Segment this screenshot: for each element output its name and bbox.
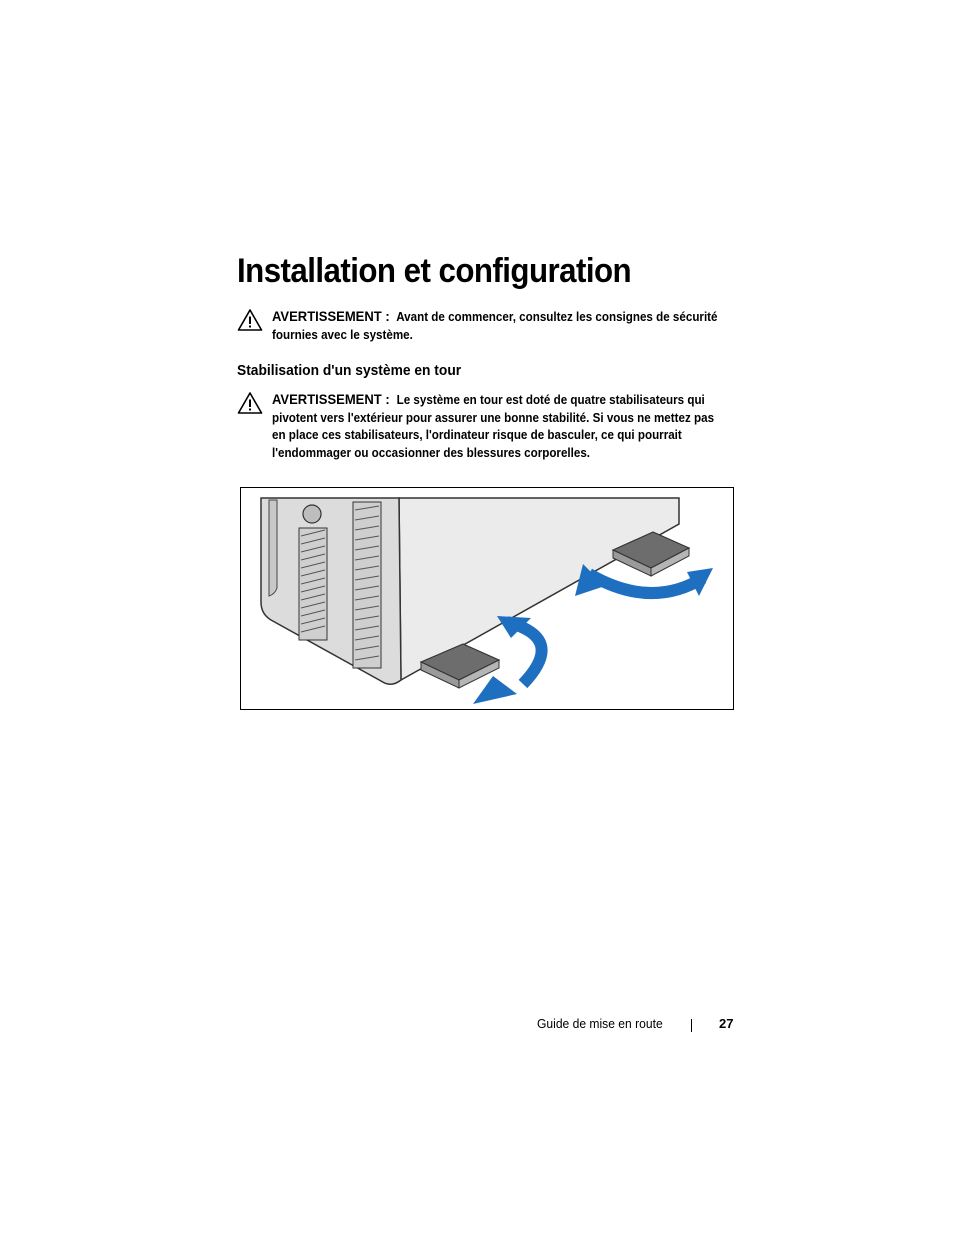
page-number: 27 xyxy=(719,1016,734,1031)
warning-triangle-icon xyxy=(237,391,263,415)
warning-text: Avant de commencer, consultez les consignes de sécurité fournies avec le système. xyxy=(272,310,718,342)
warning-label: AVERTISSEMENT : xyxy=(272,308,390,324)
page-title: Installation et configuration xyxy=(237,252,632,290)
warning-block-stability xyxy=(237,391,737,462)
section-heading: Stabilisation d'un système en tour xyxy=(237,362,462,379)
warning-text: Le système en tour est doté de quatre stabilisateurs qui pivotent vers l'extérieur pour assurer une bonne stabilité. Si vous ne mettez pas en place ces stabilisateurs, l'ordinateur risque de basculer, ce qui pourrait l'endommager ou occasionner des blessures corporelles. xyxy=(272,393,715,460)
warning-label: AVERTISSEMENT : xyxy=(272,391,390,407)
footer-separator xyxy=(691,1019,692,1032)
warning-block-safety xyxy=(237,308,737,344)
stabilizer-figure xyxy=(240,487,734,710)
footer-guide-title: Guide de mise en route xyxy=(537,1016,663,1031)
warning-triangle-icon xyxy=(237,308,263,332)
tower-stabilizer-illustration xyxy=(241,488,734,710)
